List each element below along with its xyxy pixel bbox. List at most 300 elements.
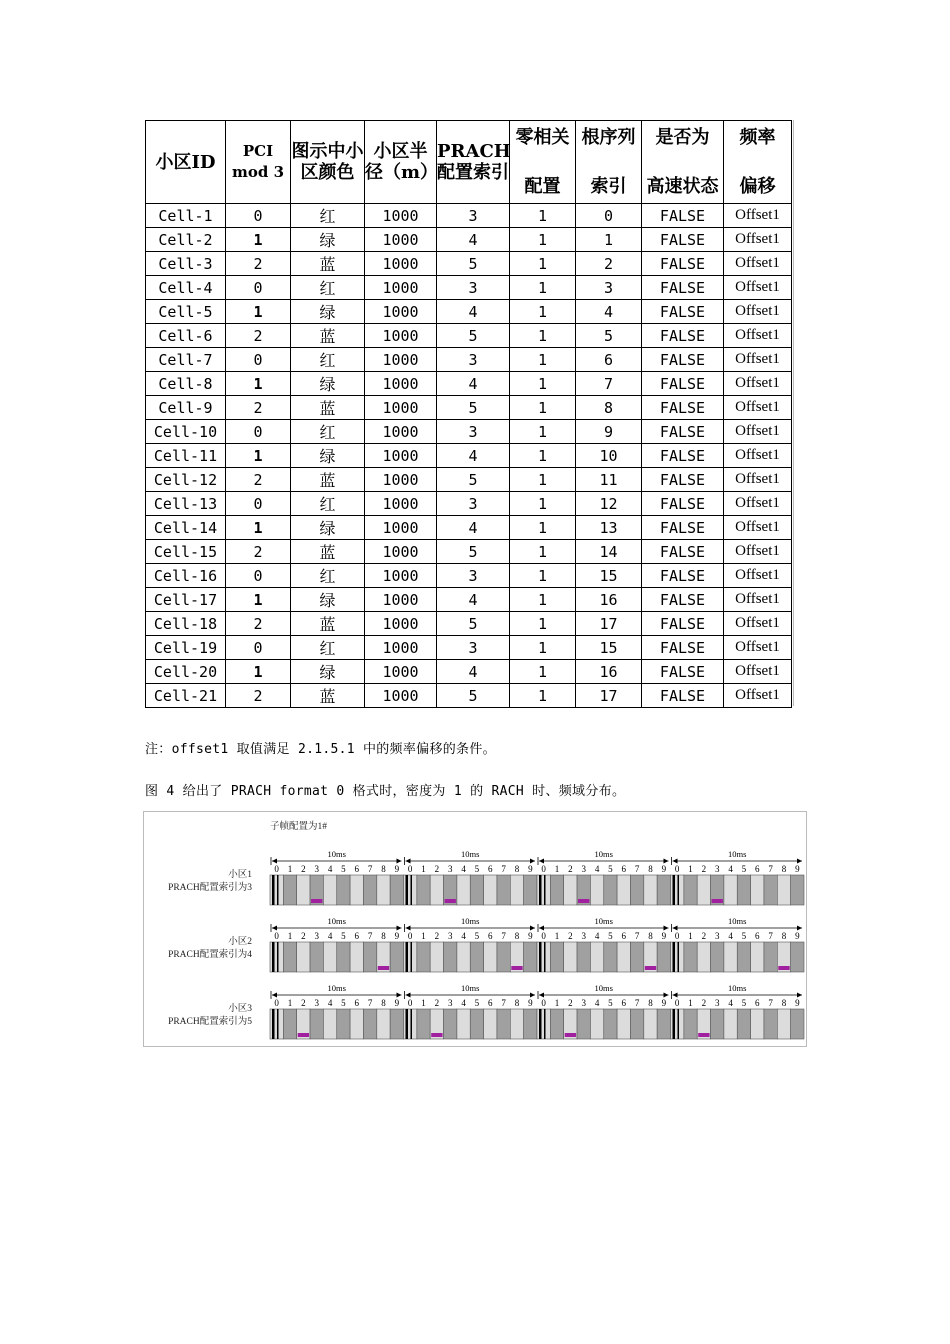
root-seq-cell: 5 xyxy=(576,324,642,348)
subframe-number: 8 xyxy=(514,864,520,874)
cell-id-cell: Cell-18 xyxy=(146,612,226,636)
rach-block xyxy=(511,966,522,970)
rach-block xyxy=(778,966,789,970)
root-seq-cell: 11 xyxy=(576,468,642,492)
subframe-slot xyxy=(457,1009,470,1039)
subframe-number: 7 xyxy=(768,998,773,1008)
subframe-number: 2 xyxy=(301,864,306,874)
frame-arrow-head-right xyxy=(530,993,535,998)
freq-offset-cell: Offset1 xyxy=(724,204,792,228)
high-speed-cell: FALSE xyxy=(642,516,724,540)
subframe-number: 3 xyxy=(314,931,319,941)
subframe-slot xyxy=(390,1009,403,1039)
table-header-row xyxy=(146,121,792,204)
sync-bar xyxy=(678,1009,680,1039)
prach-index-cell: 3 xyxy=(437,492,510,516)
subframe-number: 9 xyxy=(795,931,800,941)
subframe-number: 9 xyxy=(661,864,667,874)
subframe-number: 1 xyxy=(287,998,293,1008)
cell-color-cell: 绿 xyxy=(291,516,365,540)
subframe-number: 0 xyxy=(274,864,279,874)
cell-name-label: 小区3 xyxy=(228,1004,252,1014)
header-high-speed: 是否为 高速状态 xyxy=(642,121,724,204)
subframe-slot xyxy=(497,1009,510,1039)
frame-duration-label: 10ms xyxy=(594,849,613,859)
high-speed-cell: FALSE xyxy=(642,540,724,564)
subframe-number: 5 xyxy=(341,864,346,874)
sync-bar xyxy=(272,1009,275,1039)
rach-block xyxy=(445,899,456,903)
sync-bar xyxy=(673,1009,676,1039)
subframe-number: 1 xyxy=(554,931,560,941)
rach-block xyxy=(698,1033,709,1037)
subframe-slot xyxy=(604,875,617,905)
frame-duration-label: 10ms xyxy=(461,849,480,859)
subframe-number: 9 xyxy=(394,931,400,941)
rach-block xyxy=(712,899,723,903)
subframe-number: 8 xyxy=(648,931,653,941)
high-speed-cell: FALSE xyxy=(642,324,724,348)
frame-duration-label: 10ms xyxy=(594,983,613,993)
freq-offset-cell: Offset1 xyxy=(724,516,792,540)
subframe-slot xyxy=(550,1009,563,1039)
prach-index-cell: 4 xyxy=(437,300,510,324)
subframe-number: 8 xyxy=(781,998,787,1008)
subframe-slot xyxy=(764,942,777,972)
subframe-slot xyxy=(297,875,310,905)
subframe-slot xyxy=(417,875,430,905)
frame-arrow-head-right xyxy=(530,859,535,864)
root-seq-cell: 9 xyxy=(576,420,642,444)
cell-radius-cell: 1000 xyxy=(365,588,437,612)
subframe-slot xyxy=(337,1009,350,1039)
high-speed-cell: FALSE xyxy=(642,204,724,228)
rach-block xyxy=(378,966,389,970)
subframe-number: 4 xyxy=(327,931,333,941)
high-speed-cell: FALSE xyxy=(642,468,724,492)
subframe-number: 1 xyxy=(421,864,426,874)
subframe-number: 1 xyxy=(554,864,560,874)
subframe-number: 5 xyxy=(741,998,747,1008)
root-seq-cell: 17 xyxy=(576,684,642,708)
subframe-number: 7 xyxy=(367,864,373,874)
pci-mod3-cell: 0 xyxy=(226,636,291,660)
rach-block xyxy=(298,1033,309,1037)
cell-id-cell: Cell-14 xyxy=(146,516,226,540)
subframe-slot xyxy=(751,942,764,972)
subframe-number: 8 xyxy=(381,931,386,941)
subframe-slot xyxy=(764,1009,777,1039)
subframe-number: 4 xyxy=(594,931,600,941)
freq-offset-cell: Offset1 xyxy=(724,252,792,276)
cell-id-cell: Cell-6 xyxy=(146,324,226,348)
sync-bar xyxy=(539,1009,542,1039)
zero-corr-cell: 1 xyxy=(510,636,576,660)
frame-duration-label: 10ms xyxy=(327,849,346,859)
subframe-number: 9 xyxy=(661,998,667,1008)
cell-radius-cell: 1000 xyxy=(365,300,437,324)
subframe-number: 2 xyxy=(301,931,306,941)
subframe-number: 0 xyxy=(274,931,279,941)
pci-mod3-cell: 2 xyxy=(226,684,291,708)
subframe-number: 0 xyxy=(674,864,680,874)
cell-id-cell: Cell-4 xyxy=(146,276,226,300)
root-seq-cell: 0 xyxy=(576,204,642,228)
frame-duration-label: 10ms xyxy=(327,983,346,993)
cell-config-label: PRACH配置索引为4 xyxy=(168,950,252,960)
high-speed-cell: FALSE xyxy=(642,396,724,420)
frame-arrow-head-right xyxy=(797,926,802,931)
frame-arrow-head-left xyxy=(673,859,678,864)
table-row xyxy=(146,684,792,708)
figure-title: 子帧配置为1# xyxy=(270,822,328,832)
freq-offset-cell: Offset1 xyxy=(724,444,792,468)
cell-color-cell: 绿 xyxy=(291,372,365,396)
frame-duration-label: 10ms xyxy=(461,983,480,993)
sync-bar xyxy=(411,875,413,905)
subframe-slot xyxy=(644,875,657,905)
cell-config-label: PRACH配置索引为3 xyxy=(168,883,252,893)
zero-corr-cell: 1 xyxy=(510,348,576,372)
subframe-slot xyxy=(323,875,336,905)
rach-block xyxy=(565,1033,576,1037)
subframe-number: 4 xyxy=(461,864,466,874)
frame-arrow-head-left xyxy=(539,926,544,931)
zero-corr-cell: 1 xyxy=(510,420,576,444)
cell-color-cell: 红 xyxy=(291,420,365,444)
high-speed-cell: FALSE xyxy=(642,564,724,588)
freq-offset-cell: Offset1 xyxy=(724,372,792,396)
cell-radius-cell: 1000 xyxy=(365,276,437,300)
subframe-slot xyxy=(617,875,630,905)
frame-arrow-head-left xyxy=(673,926,678,931)
subframe-number: 9 xyxy=(528,998,533,1008)
cell-color-cell: 蓝 xyxy=(291,396,365,420)
subframe-number: 4 xyxy=(728,864,733,874)
freq-offset-cell: Offset1 xyxy=(724,348,792,372)
sync-bar xyxy=(678,875,680,905)
frame-arrow-head-right xyxy=(397,859,402,864)
zero-corr-cell: 1 xyxy=(510,396,576,420)
subframe-number: 1 xyxy=(688,998,693,1008)
subframe-number: 6 xyxy=(621,998,627,1008)
cell-radius-cell: 1000 xyxy=(365,372,437,396)
subframe-number: 1 xyxy=(554,998,560,1008)
subframe-slot xyxy=(337,875,350,905)
pci-mod3-cell: 2 xyxy=(226,396,291,420)
subframe-number: 8 xyxy=(514,931,520,941)
subframe-slot xyxy=(617,1009,630,1039)
subframe-slot xyxy=(457,942,470,972)
header-cell-radius: 小区半径（m） xyxy=(365,121,437,204)
prach-index-cell: 5 xyxy=(437,684,510,708)
cell-color-cell: 红 xyxy=(291,636,365,660)
subframe-slot xyxy=(657,875,670,905)
freq-offset-cell: Offset1 xyxy=(724,540,792,564)
header-freq-offset: 频率 偏移 xyxy=(724,121,792,204)
zero-corr-cell: 1 xyxy=(510,492,576,516)
frame-arrow-head-right xyxy=(797,993,802,998)
subframe-slot xyxy=(697,875,710,905)
subframe-slot xyxy=(724,1009,737,1039)
subframe-number: 3 xyxy=(714,864,720,874)
table-row xyxy=(146,660,792,684)
cell-id-cell: Cell-11 xyxy=(146,444,226,468)
frame-arrow-head-right xyxy=(530,926,535,931)
subframe-slot xyxy=(323,1009,336,1039)
freq-offset-cell: Offset1 xyxy=(724,468,792,492)
subframe-number: 2 xyxy=(568,864,573,874)
cell-color-cell: 蓝 xyxy=(291,612,365,636)
cell-color-cell: 绿 xyxy=(291,588,365,612)
subframe-number: 7 xyxy=(768,931,773,941)
table-row xyxy=(146,204,792,228)
cell-radius-cell: 1000 xyxy=(365,612,437,636)
prach-index-cell: 3 xyxy=(437,204,510,228)
cell-color-cell: 绿 xyxy=(291,300,365,324)
prach-index-cell: 4 xyxy=(437,660,510,684)
table-row xyxy=(146,348,792,372)
header-root-seq: 根序列 索引 xyxy=(576,121,642,204)
freq-offset-cell: Offset1 xyxy=(724,276,792,300)
zero-corr-cell: 1 xyxy=(510,204,576,228)
cell-id-cell: Cell-2 xyxy=(146,228,226,252)
subframe-number: 6 xyxy=(354,931,360,941)
pci-mod3-cell: 1 xyxy=(226,444,291,468)
sync-bar xyxy=(544,875,546,905)
subframe-slot xyxy=(644,1009,657,1039)
high-speed-cell: FALSE xyxy=(642,660,724,684)
table-body xyxy=(146,204,792,708)
subframe-slot xyxy=(684,1009,697,1039)
frame-arrow-head-right xyxy=(397,993,402,998)
frame-arrow-head-right xyxy=(397,926,402,931)
cell-color-cell: 红 xyxy=(291,204,365,228)
subframe-number: 6 xyxy=(621,931,627,941)
subframe-slot xyxy=(337,942,350,972)
subframe-number: 2 xyxy=(434,931,440,941)
root-seq-cell: 3 xyxy=(576,276,642,300)
subframe-number: 6 xyxy=(488,998,493,1008)
subframe-slot xyxy=(444,942,457,972)
subframe-number: 5 xyxy=(341,931,346,941)
subframe-number: 0 xyxy=(541,931,546,941)
subframe-number: 2 xyxy=(568,931,573,941)
pci-mod3-cell: 1 xyxy=(226,372,291,396)
prach-index-cell: 3 xyxy=(437,420,510,444)
sync-bar xyxy=(277,942,279,972)
cell-radius-cell: 1000 xyxy=(365,324,437,348)
sync-bar xyxy=(539,942,542,972)
subframe-slot xyxy=(697,942,710,972)
pci-mod3-cell: 2 xyxy=(226,612,291,636)
cell-config-label: PRACH配置索引为5 xyxy=(168,1017,252,1027)
subframe-number: 4 xyxy=(327,998,333,1008)
subframe-number: 3 xyxy=(314,998,319,1008)
subframe-slot xyxy=(550,942,563,972)
sync-bar xyxy=(411,942,413,972)
header-zero-corr: 零相关 配置 xyxy=(510,121,576,204)
root-seq-cell: 16 xyxy=(576,660,642,684)
subframe-slot xyxy=(751,875,764,905)
root-seq-cell: 7 xyxy=(576,372,642,396)
subframe-number: 6 xyxy=(755,864,760,874)
subframe-slot xyxy=(283,942,296,972)
subframe-number: 4 xyxy=(461,931,466,941)
frame-arrow-head-left xyxy=(539,993,544,998)
zero-corr-cell: 1 xyxy=(510,540,576,564)
sync-bar xyxy=(673,875,676,905)
subframe-slot xyxy=(524,1009,537,1039)
rach-block xyxy=(311,899,322,903)
frame-arrow-head-left xyxy=(406,926,411,931)
subframe-slot xyxy=(724,875,737,905)
prach-index-cell: 4 xyxy=(437,372,510,396)
cell-radius-cell: 1000 xyxy=(365,684,437,708)
subframe-number: 5 xyxy=(341,998,346,1008)
subframe-number: 2 xyxy=(701,931,707,941)
root-seq-cell: 6 xyxy=(576,348,642,372)
prach-index-cell: 5 xyxy=(437,540,510,564)
cell-color-cell: 蓝 xyxy=(291,684,365,708)
subframe-number: 0 xyxy=(674,998,680,1008)
subframe-number: 9 xyxy=(795,998,800,1008)
subframe-number: 5 xyxy=(474,864,480,874)
subframe-number: 5 xyxy=(741,931,747,941)
subframe-number: 0 xyxy=(407,864,413,874)
table-row xyxy=(146,420,792,444)
table-row xyxy=(146,588,792,612)
high-speed-cell: FALSE xyxy=(642,300,724,324)
sync-bar xyxy=(272,942,275,972)
zero-corr-cell: 1 xyxy=(510,228,576,252)
pci-mod3-cell: 1 xyxy=(226,300,291,324)
high-speed-cell: FALSE xyxy=(642,348,724,372)
cell-id-cell: Cell-5 xyxy=(146,300,226,324)
subframe-number: 5 xyxy=(608,864,613,874)
subframe-number: 6 xyxy=(755,931,760,941)
subframe-number: 2 xyxy=(434,864,440,874)
prach-index-cell: 5 xyxy=(437,468,510,492)
subframe-slot xyxy=(283,875,296,905)
cell-name-label: 小区1 xyxy=(228,870,252,880)
cell-id-cell: Cell-12 xyxy=(146,468,226,492)
subframe-slot xyxy=(417,942,430,972)
cell-radius-cell: 1000 xyxy=(365,228,437,252)
subframe-number: 4 xyxy=(728,931,733,941)
subframe-slot xyxy=(297,942,310,972)
table-row xyxy=(146,276,792,300)
subframe-slot xyxy=(791,1009,804,1039)
sync-bar xyxy=(544,1009,546,1039)
subframe-number: 8 xyxy=(781,864,787,874)
sync-bar xyxy=(406,875,409,905)
subframe-number: 1 xyxy=(287,931,293,941)
freq-offset-cell: Offset1 xyxy=(724,396,792,420)
frame-duration-label: 10ms xyxy=(728,849,747,859)
subframe-slot xyxy=(590,875,603,905)
high-speed-cell: FALSE xyxy=(642,252,724,276)
cell-id-cell: Cell-3 xyxy=(146,252,226,276)
cell-id-cell: Cell-7 xyxy=(146,348,226,372)
high-speed-cell: FALSE xyxy=(642,492,724,516)
subframe-slot xyxy=(737,875,750,905)
zero-corr-cell: 1 xyxy=(510,516,576,540)
high-speed-cell: FALSE xyxy=(642,276,724,300)
table-row xyxy=(146,516,792,540)
subframe-number: 5 xyxy=(741,864,747,874)
high-speed-cell: FALSE xyxy=(642,420,724,444)
root-seq-cell: 1 xyxy=(576,228,642,252)
subframe-number: 8 xyxy=(381,864,386,874)
prach-index-cell: 3 xyxy=(437,276,510,300)
subframe-slot xyxy=(310,942,323,972)
subframe-number: 3 xyxy=(314,864,319,874)
rach-block xyxy=(578,899,589,903)
subframe-slot xyxy=(350,875,363,905)
subframe-slot xyxy=(724,942,737,972)
cell-color-cell: 绿 xyxy=(291,660,365,684)
freq-offset-cell: Offset1 xyxy=(724,636,792,660)
cell-id-cell: Cell-8 xyxy=(146,372,226,396)
subframe-slot xyxy=(630,942,643,972)
subframe-slot xyxy=(577,1009,590,1039)
cell-radius-cell: 1000 xyxy=(365,564,437,588)
zero-corr-cell: 1 xyxy=(510,564,576,588)
table-row xyxy=(146,492,792,516)
table-row xyxy=(146,252,792,276)
sync-bar xyxy=(411,1009,413,1039)
cell-color-cell: 红 xyxy=(291,348,365,372)
subframe-slot xyxy=(323,942,336,972)
high-speed-cell: FALSE xyxy=(642,228,724,252)
prach-index-cell: 3 xyxy=(437,348,510,372)
sync-bar xyxy=(406,1009,409,1039)
cell-color-cell: 红 xyxy=(291,276,365,300)
cell-id-cell: Cell-17 xyxy=(146,588,226,612)
cell-color-cell: 蓝 xyxy=(291,468,365,492)
subframe-number: 4 xyxy=(594,864,600,874)
prach-index-cell: 4 xyxy=(437,228,510,252)
cell-id-cell: Cell-19 xyxy=(146,636,226,660)
subframe-slot xyxy=(577,942,590,972)
root-seq-cell: 8 xyxy=(576,396,642,420)
prach-index-cell: 5 xyxy=(437,612,510,636)
high-speed-cell: FALSE xyxy=(642,444,724,468)
rach-block xyxy=(431,1033,442,1037)
frame-arrow-head-right xyxy=(664,926,669,931)
subframe-number: 8 xyxy=(781,931,787,941)
subframe-slot xyxy=(737,1009,750,1039)
subframe-number: 7 xyxy=(768,864,773,874)
sync-bar xyxy=(277,875,279,905)
subframe-number: 0 xyxy=(541,864,546,874)
subframe-number: 8 xyxy=(514,998,520,1008)
freq-offset-cell: Offset1 xyxy=(724,300,792,324)
root-seq-cell: 13 xyxy=(576,516,642,540)
subframe-slot xyxy=(377,1009,390,1039)
subframe-number: 3 xyxy=(714,998,720,1008)
subframe-number: 7 xyxy=(501,931,506,941)
subframe-number: 3 xyxy=(447,931,453,941)
subframe-number: 6 xyxy=(755,998,760,1008)
table-row xyxy=(146,564,792,588)
subframe-slot xyxy=(457,875,470,905)
subframe-slot xyxy=(350,942,363,972)
subframe-number: 0 xyxy=(407,931,413,941)
subframe-number: 4 xyxy=(728,998,733,1008)
freq-offset-cell: Offset1 xyxy=(724,492,792,516)
